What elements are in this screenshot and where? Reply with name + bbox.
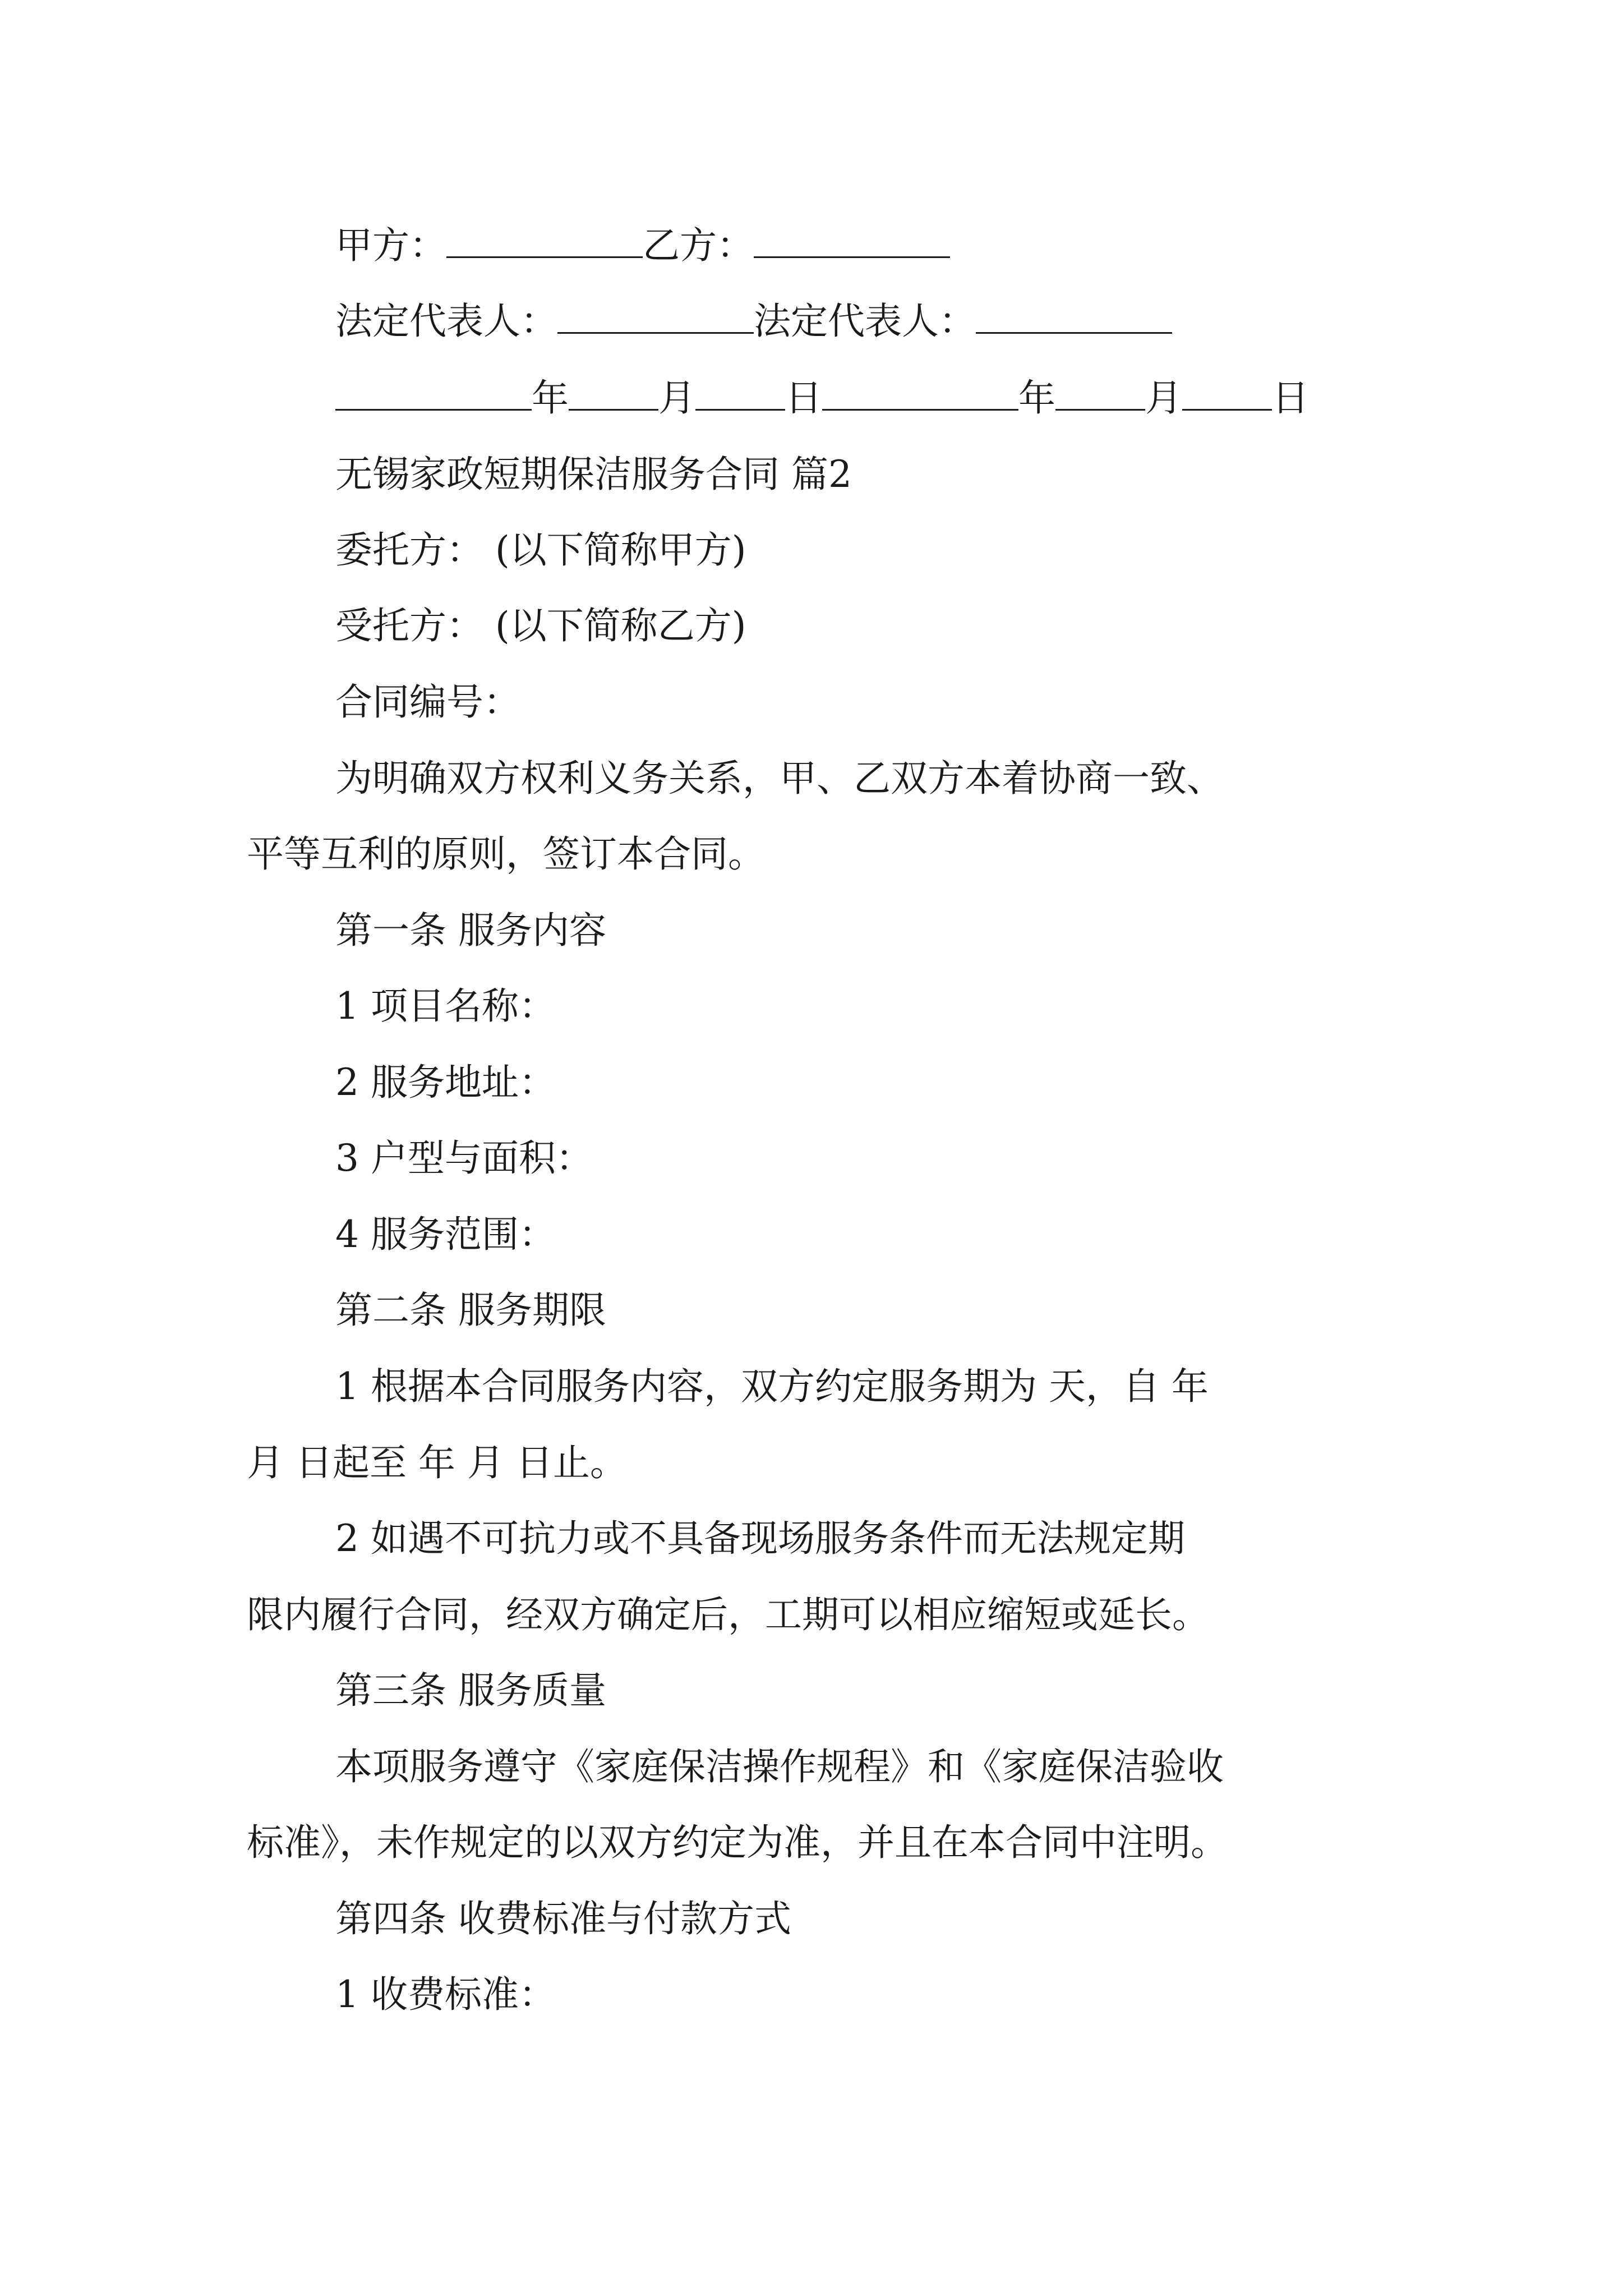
- preamble-line-1: 为明确双方权利义务关系，甲、乙双方本着协商一致、: [335, 757, 1224, 800]
- article-1-title: 第一条 服务内容: [335, 909, 606, 952]
- contractor-line: 受托方： (以下简称乙方): [335, 604, 746, 647]
- party-b-blank: [754, 223, 950, 258]
- article-3-para-line-2: 标准》，未作规定的以双方约定为准，并且在本合同中注明。: [247, 1821, 1228, 1864]
- article-2-para-1-line-2: 月 日起至 年 月 日止。: [247, 1441, 627, 1484]
- article-2-para-2-line-2: 限内履行合同，经双方确定后，工期可以相应缩短或延长。: [247, 1593, 1209, 1636]
- month-b-blank: [1055, 375, 1145, 411]
- article-3-para-line-1: 本项服务遵守《家庭保洁操作规程》和《家庭保洁验收: [335, 1745, 1224, 1788]
- rep-b-blank: [976, 298, 1172, 334]
- month-b-label: 月: [1145, 376, 1182, 420]
- year-a-blank: [335, 375, 532, 411]
- representative-signature-line: [0, 295, 1623, 348]
- contract-title: 无锡家政短期保洁服务合同 篇2: [335, 453, 852, 496]
- preamble-line-2: 平等互利的原则，签订本合同。: [247, 832, 765, 876]
- rep-a-label: 法定代表人：: [335, 300, 557, 343]
- year-b-label: 年: [1018, 376, 1055, 420]
- year-b-blank: [822, 375, 1018, 411]
- day-b-label: 日: [1272, 376, 1309, 420]
- article-1-item-2: 2 服务地址：: [335, 1061, 556, 1104]
- article-2-title: 第二条 服务期限: [335, 1289, 606, 1332]
- article-1-item-3: 3 户型与面积：: [335, 1137, 593, 1180]
- party-signature-line: [0, 219, 1623, 273]
- contract-number: 合同编号：: [335, 680, 520, 724]
- article-4-item-1: 1 收费标准：: [335, 1973, 556, 2016]
- day-a-label: 日: [785, 376, 822, 420]
- party-a-blank: [446, 223, 643, 258]
- date-signature-line: [0, 371, 1623, 425]
- rep-b-label: 法定代表人：: [754, 300, 976, 343]
- month-a-blank: [569, 375, 658, 411]
- article-1-item-4: 4 服务范围：: [335, 1213, 556, 1256]
- year-a-label: 年: [532, 376, 569, 420]
- day-b-blank: [1182, 375, 1272, 411]
- client-line: 委托方： (以下简称甲方): [335, 528, 746, 572]
- rep-a-blank: [557, 298, 754, 334]
- month-a-label: 月: [658, 376, 695, 420]
- day-a-blank: [695, 375, 785, 411]
- article-1-item-1: 1 项目名称：: [335, 984, 556, 1028]
- article-3-title: 第三条 服务质量: [335, 1669, 606, 1712]
- party-b-label: 乙方：: [643, 224, 754, 267]
- party-a-label: 甲方：: [335, 224, 446, 267]
- article-4-title: 第四条 收费标准与付款方式: [335, 1897, 791, 1940]
- article-2-para-2-line-1: 2 如遇不可抗力或不具备现场服务条件而无法规定期: [335, 1517, 1185, 1560]
- article-2-para-1-line-1: 1 根据本合同服务内容，双方约定服务期为 天，自 年: [335, 1365, 1209, 1408]
